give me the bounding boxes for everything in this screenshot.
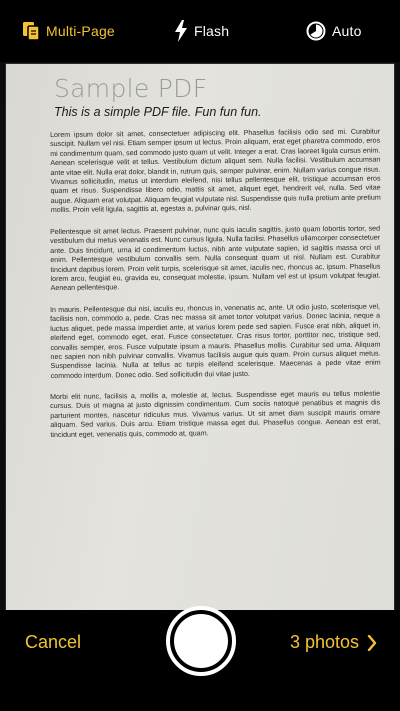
- multi-page-icon: [22, 21, 40, 41]
- timer-icon: [306, 21, 326, 41]
- multi-page-label: Multi-Page: [46, 23, 115, 39]
- document-title: Sample PDF: [54, 74, 208, 103]
- multi-page-toggle[interactable]: [22, 0, 115, 62]
- document-paragraph: Pellentesque sit amet lectus. Praesent pulvinar, nunc quis iaculis sagittis, justo quam lobortis tortor, sed vestibulum dui metus venenatis est. Nunc cursus ligula. Nulla facilisi. Phasellus ullamcorper consectetuer ante. Duis tincidunt, urna id condimentum luctus, nibh ante vulputate sapien, id sagittis massa orci ut enim. Pellentesque vestibulum convallis sem. Nulla consequat quam ut nisl. Nullam est. Curabitur tincidunt dapibus lorem. Proin velit turpis, scelerisque sit amet, iaculis nec, rhoncus ac, ipsum. Phasellus lorem arcu, feugiat eu, gravida eu, consequat molestie, ipsum. Nullam vel est ut ipsum volutpat feugiat. Aenean pellentesque.: [50, 224, 381, 293]
- scanned-document: [6, 64, 394, 610]
- document-paragraph: Lorem ipsum dolor sit amet, consectetuer adipiscing elit. Phasellus facilisis odio sed mi. Curabitur suscipit. Nullam vel nisi. Etiam semper ipsum ut lectus. Proin aliquam, erat eget pharetra commodo, eros mi condimentum quam, sed commodo justo quam ut velit. Integer a erat. Cras laoreet ligula cursus enim. Aenean scelerisque velit et tellus. Vestibulum dictum aliquet sem. Nulla facilisi. Vestibulum accumsan ante vitae elit. Nulla erat dolor, blandit in, rutrum quis, semper pulvinar, enim. Nullam varius congue risus. Vivamus sollicitudin, metus ut interdum eleifend, nisi tellus pellentesque elit, tristique accumsan eros quam et risus. Suspendisse libero odio, mattis sit amet, aliquet eget, hendrerit vel, nulla. Sed vitae augue. Aliquam erat volutpat. Aliquam feugiat vulputate nisl. Suspendisse quis nulla pretium ante pretium mollis. Proin velit ligula, sagittis at, egestas a, pulvinar quis, nisl.: [50, 127, 381, 215]
- photos-count-label: 3 photos: [290, 632, 360, 652]
- chevron-right-icon: [359, 635, 377, 651]
- shutter-inner-circle: [174, 614, 228, 668]
- camera-top-bar: [0, 0, 400, 62]
- document-paragraph: Morbi elit nunc, facilisis a, mollis a, molestie at, lectus. Suspendisse eget mauris eu tellus molestie cursus. Duis ut magna at justo dignissim condimentum. Cum sociis natoque penatibus et magnis dis parturient montes, nascetur ridiculus mus. Vivamus varius. Ut sit amet diam suscipit mauris ornare aliquam. Sed varius. Duis arcu. Etiam tristique massa eget dui. Phasellus congue. Aenean est erat, tincidunt eget, venenatis quis, commodo at, quam.: [50, 389, 381, 439]
- camera-bottom-bar: [0, 610, 400, 711]
- cancel-button[interactable]: Cancel: [25, 632, 82, 652]
- document-subtitle: This is a simple PDF file. Fun fun fun.: [54, 105, 262, 119]
- timer-label: Auto: [332, 23, 362, 39]
- photos-count-button[interactable]: [290, 632, 377, 653]
- document-paragraph: In mauris. Pellentesque dui nisi, iaculis eu, rhoncus in, venenatis ac, ante. Ut odio justo, scelerisque vel, facilisis non, commodo a, pede. Cras nec massa sit amet tortor volutpat varius. Donec lacinia, neque a luctus aliquet, pede massa imperdiet ante, at varius lorem pede sed sapien. Fusce erat nibh, aliquet in, eleifend eget, commodo eget, erat. Fusce consectetuer. Cras risus tortor, porttitor nec, tristique sed, convallis semper, eros. Fusce vulputate ipsum a mauris. Phasellus mollis. Curabitur sed urna. Aliquam nec sapien non nibh pulvinar convallis. Vivamus facilisis augue quis quam. Proin cursus aliquet metus. Suspendisse lacinia. Nulla at tellus ac turpis eleifend scelerisque. Maecenas a pede vitae enim commodo interdum. Donec odio. Sed sollicitudin dui vitae justo.: [50, 302, 381, 380]
- flash-toggle[interactable]: [174, 0, 229, 62]
- document-content: [50, 74, 380, 452]
- timer-toggle[interactable]: [306, 0, 362, 62]
- flash-label: Flash: [194, 23, 230, 39]
- camera-viewfinder[interactable]: [0, 62, 400, 610]
- shutter-button[interactable]: [166, 606, 236, 676]
- flash-bolt-icon: [174, 20, 188, 42]
